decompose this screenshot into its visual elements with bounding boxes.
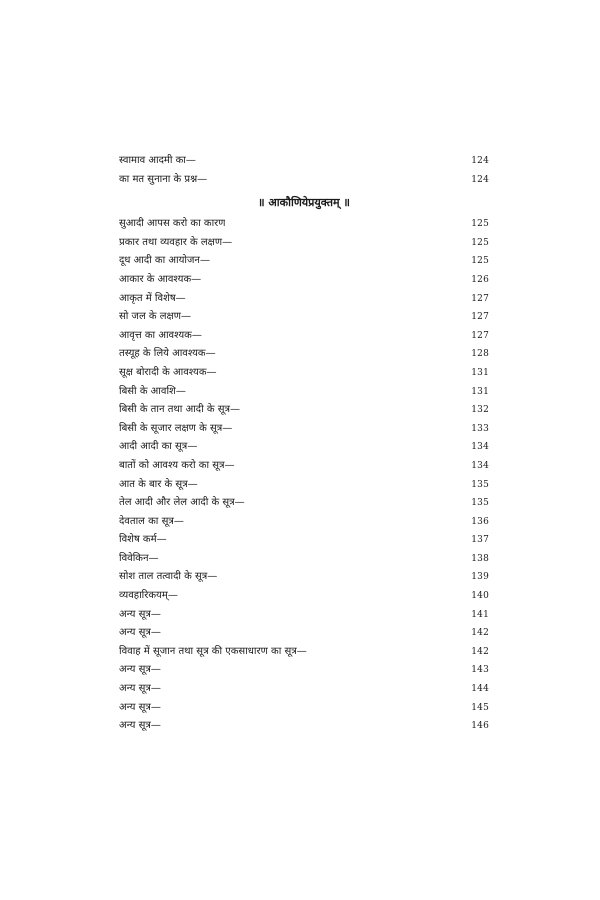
toc-entry bbox=[119, 420, 489, 439]
toc-entry-page-number: 126 bbox=[471, 274, 489, 285]
toc-entry bbox=[119, 513, 489, 532]
toc-entry-title: विवाह में सूजान तथा सूत्र की एकसाधारण का सूत्र— bbox=[119, 645, 307, 657]
toc-entry-title: प्रकार तथा व्यवहार के लक्षण— bbox=[119, 236, 233, 248]
toc-entry bbox=[119, 624, 489, 643]
toc-entry-title: आकार के आवश्यक— bbox=[119, 273, 202, 285]
toc-entry-title: अन्य सूत्र— bbox=[119, 627, 161, 639]
toc-entry bbox=[119, 494, 489, 513]
toc-entry-page-number: 135 bbox=[471, 479, 489, 490]
toc-entry-title: बिसी के तान तथा आदी के सूत्र— bbox=[119, 404, 241, 416]
toc-entry bbox=[119, 606, 489, 625]
toc-entry bbox=[119, 234, 489, 253]
toc-entry-title: अन्य सूत्र— bbox=[119, 608, 161, 620]
toc-entry bbox=[119, 457, 489, 476]
toc-entry-title: तस्यूह के लिये आवश्यक— bbox=[119, 348, 216, 360]
toc-entry bbox=[119, 476, 489, 495]
toc-entries bbox=[119, 215, 489, 736]
toc-entry-page-number: 124 bbox=[471, 174, 489, 185]
toc-entry-page-number: 135 bbox=[471, 498, 489, 509]
toc-entry-page-number: 125 bbox=[471, 256, 489, 267]
toc-top-entries bbox=[119, 152, 489, 189]
toc-entry-title: व्यवहारिकयम्— bbox=[119, 590, 178, 602]
table-of-contents bbox=[119, 152, 489, 736]
toc-entry-title: का मत सुनाना के प्रश्न— bbox=[119, 173, 208, 185]
toc-entry bbox=[119, 568, 489, 587]
toc-entry-title: बिसी के सूजार लक्षण के सूत्र— bbox=[119, 422, 233, 434]
toc-entry-page-number: 141 bbox=[471, 609, 489, 620]
toc-entry-title: तेल आदी और लेल आदी के सूत्र— bbox=[119, 497, 245, 509]
toc-entry-page-number: 131 bbox=[471, 367, 489, 378]
toc-entry-title: आत के बार के सूत्र— bbox=[119, 478, 198, 490]
section-heading: ॥ आकौणियेप्रयुक्तम् ॥ bbox=[258, 196, 350, 210]
toc-entry-page-number: 146 bbox=[471, 721, 489, 732]
toc-entry bbox=[119, 401, 489, 420]
toc-entry-page-number: 140 bbox=[471, 591, 489, 602]
toc-entry bbox=[119, 252, 489, 271]
toc-entry-title: सो जल के लक्षण— bbox=[119, 311, 191, 323]
toc-entry bbox=[119, 271, 489, 290]
toc-entry-page-number: 137 bbox=[471, 535, 489, 546]
toc-entry-page-number: 139 bbox=[471, 572, 489, 583]
toc-entry-title: आकृत में विशेष— bbox=[119, 292, 186, 304]
toc-entry-title: सूक्ष बोरादी के आवश्यक— bbox=[119, 366, 217, 378]
toc-entry-title: देवताल का सूत्र— bbox=[119, 515, 184, 527]
toc-entry-title: सुआदी आपस करो का कारण bbox=[119, 218, 226, 230]
toc-entry bbox=[119, 438, 489, 457]
toc-entry-title: दूध आदी का आयोजन— bbox=[119, 255, 210, 267]
toc-entry-title: विशेष कर्म— bbox=[119, 534, 167, 546]
toc-entry-page-number: 136 bbox=[471, 516, 489, 527]
toc-entry-title: बातों को आवश्य करो का सूत्र— bbox=[119, 459, 235, 471]
toc-entry bbox=[119, 171, 489, 190]
toc-entry-page-number: 138 bbox=[471, 553, 489, 564]
toc-entry-title: सोश ताल तत्वादी के सूत्र— bbox=[119, 571, 218, 583]
toc-entry-title: विवेकिन— bbox=[119, 552, 159, 564]
toc-entry-title: स्वामाव आदमी का— bbox=[119, 155, 196, 166]
toc-entry bbox=[119, 717, 489, 736]
toc-entry-page-number: 127 bbox=[471, 330, 489, 341]
toc-entry-page-number: 144 bbox=[471, 684, 489, 695]
toc-entry-title: अन्य सूत्र— bbox=[119, 701, 161, 713]
toc-entry-page-number: 131 bbox=[471, 386, 489, 397]
toc-entry bbox=[119, 290, 489, 309]
toc-entry-title: बिसी के आवशि— bbox=[119, 385, 186, 397]
toc-entry bbox=[119, 215, 489, 234]
toc-entry bbox=[119, 345, 489, 364]
toc-entry bbox=[119, 531, 489, 550]
toc-entry-page-number: 134 bbox=[471, 442, 489, 453]
toc-entry-title: आदी आदी का सूत्र— bbox=[119, 441, 198, 453]
toc-entry bbox=[119, 680, 489, 699]
toc-entry-page-number: 142 bbox=[471, 628, 489, 639]
toc-entry bbox=[119, 308, 489, 327]
toc-entry-page-number: 145 bbox=[471, 702, 489, 713]
toc-entry-page-number: 142 bbox=[471, 646, 489, 657]
toc-entry-page-number: 127 bbox=[471, 312, 489, 323]
toc-entry-page-number: 132 bbox=[471, 405, 489, 416]
toc-entry-page-number: 134 bbox=[471, 460, 489, 471]
toc-entry-page-number: 127 bbox=[471, 293, 489, 304]
toc-entry-title: अन्य सूत्र— bbox=[119, 720, 161, 732]
toc-entry bbox=[119, 643, 489, 662]
toc-entry bbox=[119, 550, 489, 569]
toc-entry-title: आवृत्त का आवश्यक— bbox=[119, 329, 202, 341]
toc-entry-page-number: 125 bbox=[471, 219, 489, 230]
toc-entry bbox=[119, 327, 489, 346]
toc-entry-title: अन्य सूत्र— bbox=[119, 664, 161, 676]
toc-entry bbox=[119, 383, 489, 402]
toc-entry bbox=[119, 587, 489, 606]
toc-entry bbox=[119, 661, 489, 680]
toc-entry-page-number: 124 bbox=[471, 156, 489, 166]
toc-entry bbox=[119, 699, 489, 718]
toc-entry-page-number: 143 bbox=[471, 665, 489, 676]
toc-entry bbox=[119, 364, 489, 383]
toc-entry-page-number: 125 bbox=[471, 237, 489, 248]
toc-entry-title: अन्य सूत्र— bbox=[119, 683, 161, 695]
toc-entry-page-number: 133 bbox=[471, 423, 489, 434]
toc-entry-page-number: 128 bbox=[471, 349, 489, 360]
toc-entry bbox=[119, 152, 489, 171]
